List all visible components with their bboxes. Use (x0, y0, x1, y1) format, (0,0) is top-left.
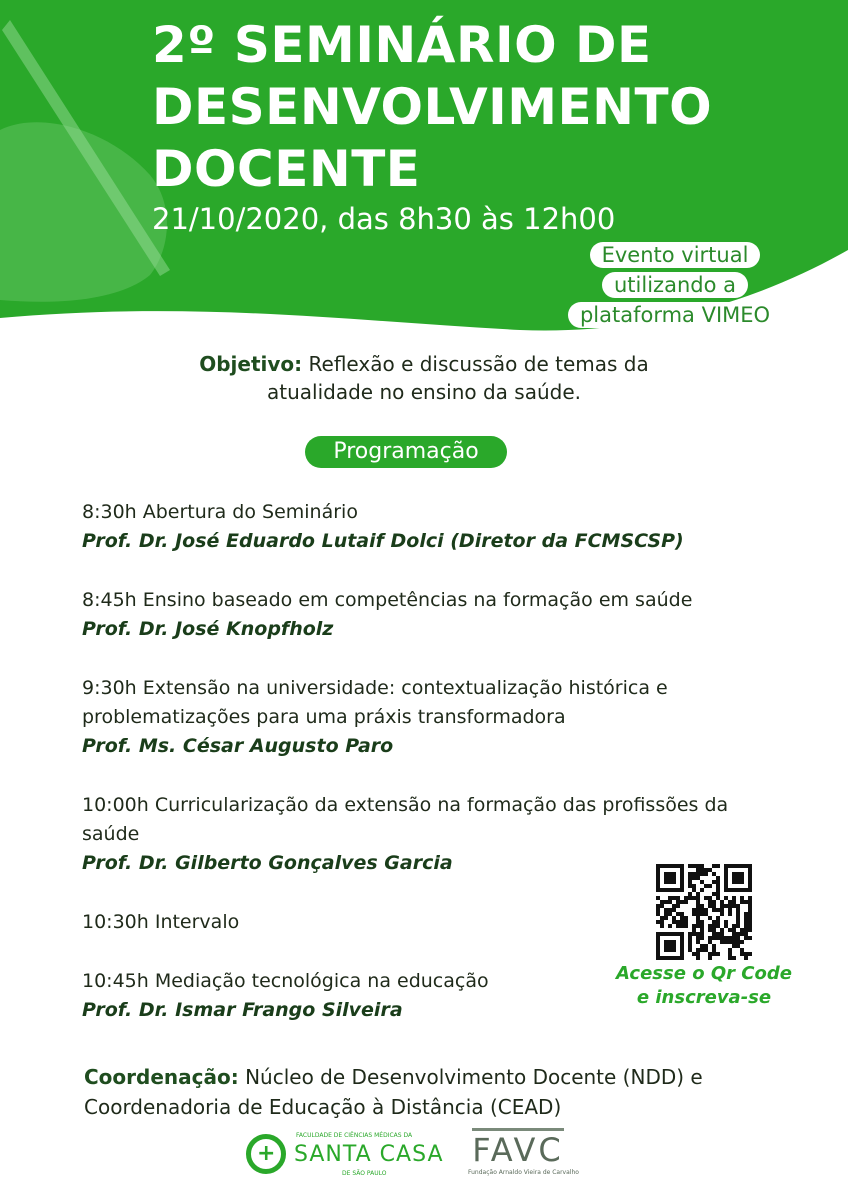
objective-label: Objetivo: (199, 352, 303, 376)
agenda-item (82, 586, 782, 644)
coordination-section (84, 1062, 804, 1122)
agenda-title: 10:30h Intervalo (82, 911, 240, 933)
virtual-event-badge (566, 242, 784, 332)
favc-name: FAVC (472, 1131, 564, 1169)
objective-line-1 (0, 350, 848, 378)
coordination-text-2: Coordenadoria de Educação à Distância (CEAD) (84, 1095, 562, 1119)
favc-full-name: Fundação Arnaldo Vieira de Carvalho (468, 1169, 579, 1176)
title-line-1: 2º SEMINÁRIO DE (152, 16, 652, 74)
title-line-3: DOCENTE (152, 140, 421, 198)
agenda-title: 10:00h Curricularização da extensão na formação das profissões da saúde (82, 794, 729, 845)
agenda-speaker: Prof. Dr. Ismar Frango Silveira (82, 999, 403, 1021)
coordination-line-1 (84, 1062, 804, 1092)
agenda-item (82, 498, 782, 556)
favc-logo (468, 1128, 579, 1188)
santa-casa-name: SANTA CASA (294, 1142, 444, 1167)
agenda-title: 8:45h Ensino baseado em competências na formação em saúde (82, 589, 693, 611)
virtual-line-1: Evento virtual (590, 242, 761, 268)
plus-icon: + (257, 1141, 276, 1166)
qr-code[interactable] (656, 864, 752, 960)
agenda-title: 10:45h Mediação tecnológica na educação (82, 970, 489, 992)
objective-text-2: atualidade no ensino da saúde. (267, 380, 581, 404)
objective-section (0, 350, 848, 406)
title-line-2: DESENVOLVIMENTO (152, 78, 713, 136)
qr-caption (610, 962, 798, 1010)
qr-caption-line-2: e inscreva-se (636, 987, 772, 1008)
agenda-speaker: Prof. Dr. José Knopfholz (82, 618, 334, 640)
header-banner (0, 0, 848, 345)
agenda-title: 8:30h Abertura do Seminário (82, 501, 358, 523)
santa-casa-small: FACULDADE DE CIÊNCIAS MÉDICAS DA (296, 1132, 413, 1139)
virtual-line-2: utilizando a (602, 272, 748, 298)
qr-caption-line-1: Acesse o Qr Code (616, 963, 792, 984)
virtual-line-3: plataforma VIMEO (568, 302, 782, 328)
santa-casa-sub: DE SÃO PAULO (342, 1170, 387, 1177)
agenda-speaker: Prof. Ms. César Augusto Paro (82, 735, 394, 757)
coordination-label: Coordenação: (84, 1065, 239, 1089)
agenda-speaker: Prof. Dr. José Eduardo Lutaif Dolci (Diretor da FCMSCSP) (82, 530, 684, 552)
agenda-title: 9:30h Extensão na universidade: contextualização histórica e problematizações para uma práxis transformadora (82, 677, 668, 728)
objective-text-1: Reflexão e discussão de temas da (308, 352, 649, 376)
agenda-item (82, 674, 782, 761)
program-heading: Programação (305, 436, 507, 468)
coordination-text-1: Núcleo de Desenvolvimento Docente (NDD) e (245, 1065, 703, 1089)
santa-casa-logo (246, 1128, 444, 1184)
agenda-speaker: Prof. Dr. Gilberto Gonçalves Garcia (82, 852, 453, 874)
event-date: 21/10/2020, das 8h30 às 12h00 (152, 202, 616, 236)
event-title (152, 14, 712, 200)
